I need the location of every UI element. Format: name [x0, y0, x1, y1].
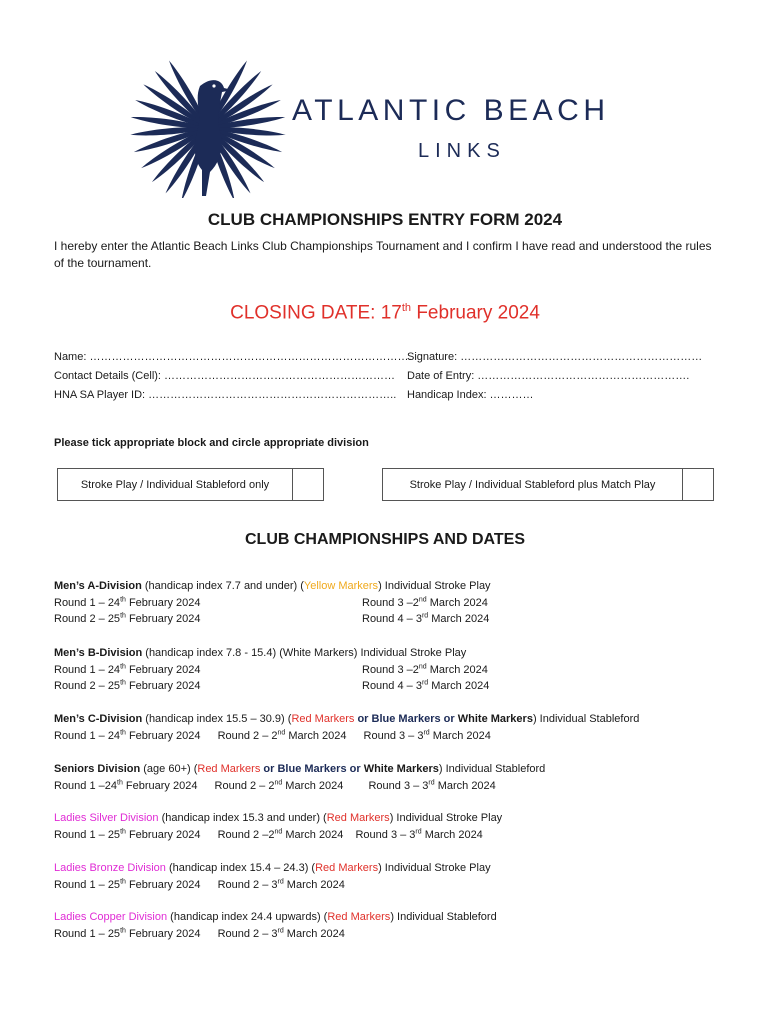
player-id-field[interactable]: HNA SA Player ID: ………………………………………………………….. — [54, 389, 397, 401]
round-2: Round 2 – 2nd March 2024 — [217, 728, 347, 742]
intro-text: I hereby enter the Atlantic Beach Links Club Championships Tournament and I confirm I have read and understood the rules of the tournament. — [54, 239, 712, 270]
division-heading: Ladies Silver Division (handicap index 15.3 and under) (Red Markers) Individual Stroke Play — [54, 812, 503, 824]
round-2: Round 2 – 3rd March 2024 — [217, 926, 345, 940]
division-ladies-bronze — [54, 860, 491, 893]
round-1: Round 1 – 24th February 2024 — [54, 595, 201, 609]
division-heading: Ladies Bronze Division (handicap index 15.4 – 24.3) (Red Markers) Individual Stroke Play — [54, 862, 491, 874]
brand-name: ATLANTIC BEACH — [292, 94, 610, 127]
contact-field[interactable]: Contact Details (Cell): ……………………………………………………… — [54, 370, 396, 382]
division-heading: Men’s B-Division (handicap index 7.8 - 15.4) (White Markers) Individual Stroke Play — [54, 647, 467, 659]
closing-date: CLOSING DATE: 17th February 2024 — [230, 302, 540, 324]
round-3: Round 3 – 3rd March 2024 — [363, 728, 491, 742]
round-2: Round 2 – 3rd March 2024 — [217, 877, 345, 891]
round-row — [54, 926, 497, 943]
round-1: Round 1 – 25th February 2024 — [54, 827, 201, 841]
division-seniors — [54, 761, 545, 794]
round-1: Round 1 –24th February 2024 — [54, 778, 198, 792]
player-fields-left — [54, 348, 412, 405]
heron-emblem-icon — [128, 58, 288, 198]
round-3: Round 3 – 3rd March 2024 — [368, 778, 496, 792]
round-1: Round 1 – 25th February 2024 — [54, 877, 201, 891]
handicap-index-field[interactable]: Handicap Index: ………… — [407, 389, 534, 401]
round-1: Round 1 – 24th February 2024 — [54, 728, 201, 742]
round-row — [54, 662, 488, 679]
option-checkbox[interactable] — [683, 469, 713, 500]
date-of-entry-field[interactable]: Date of Entry: …………………………………………………. — [407, 370, 690, 382]
option-stroke-play-only — [57, 468, 324, 501]
name-field[interactable]: Name: ……………………………………………………………………………. — [54, 351, 412, 363]
division-heading: Seniors Division (age 60+) (Red Markers or Blue Markers or White Markers) Individual Stableford — [54, 763, 546, 775]
round-row — [54, 611, 491, 628]
round-row — [54, 778, 545, 795]
division-mens-b — [54, 645, 490, 695]
option-stroke-play-plus-match-play — [382, 468, 714, 501]
round-1: Round 1 – 25th February 2024 — [54, 926, 201, 940]
section-title: CLUB CHAMPIONSHIPS AND DATES — [244, 531, 525, 548]
division-mens-a — [54, 578, 491, 628]
round-row — [54, 877, 491, 894]
round-row — [54, 827, 502, 844]
division-heading: Men’s A-Division (handicap index 7.7 and under) (Yellow Markers) Individual Stroke Play — [54, 580, 491, 592]
round-3: Round 3 –2nd March 2024 — [362, 595, 488, 609]
round-row — [54, 728, 639, 745]
division-ladies-copper — [54, 909, 497, 942]
division-mens-c — [54, 711, 639, 744]
player-fields-right — [407, 348, 702, 405]
form-title: CLUB CHAMPIONSHIPS ENTRY FORM 2024 — [207, 210, 563, 229]
round-2: Round 2 – 2nd March 2024 — [214, 778, 344, 792]
round-1: Round 1 – 24th February 2024 — [54, 662, 201, 676]
division-heading: Men’s C-Division (handicap index 15.5 – 30.9) (Red Markers or Blue Markers or White Markers) Individual Stableford — [54, 713, 640, 725]
signature-field[interactable]: Signature: ………………………………………………………… — [407, 351, 703, 363]
brand-subtitle: LINKS — [418, 140, 506, 162]
round-3: Round 3 – 3rd March 2024 — [355, 827, 483, 841]
option-label: Stroke Play / Individual Stableford only — [58, 469, 293, 500]
round-row — [54, 595, 491, 612]
round-2: Round 2 – 25th February 2024 — [54, 679, 201, 692]
division-ladies-silver — [54, 810, 502, 843]
round-3: Round 3 –2nd March 2024 — [362, 662, 488, 676]
division-heading: Ladies Copper Division (handicap index 24.4 upwards) (Red Markers) Individual Stableford — [54, 911, 497, 923]
round-2: Round 2 – 25th February 2024 — [54, 612, 201, 625]
tick-instruction: Please tick appropriate block and circle appropriate division — [54, 437, 369, 449]
round-4: Round 4 – 3rd March 2024 — [362, 612, 490, 625]
option-label: Stroke Play / Individual Stableford plus Match Play — [383, 469, 683, 500]
atlantic-beach-logo — [128, 58, 648, 198]
round-2: Round 2 –2nd March 2024 — [217, 827, 344, 841]
round-4: Round 4 – 3rd March 2024 — [362, 679, 490, 692]
option-checkbox[interactable] — [293, 469, 323, 500]
round-row — [54, 678, 490, 695]
